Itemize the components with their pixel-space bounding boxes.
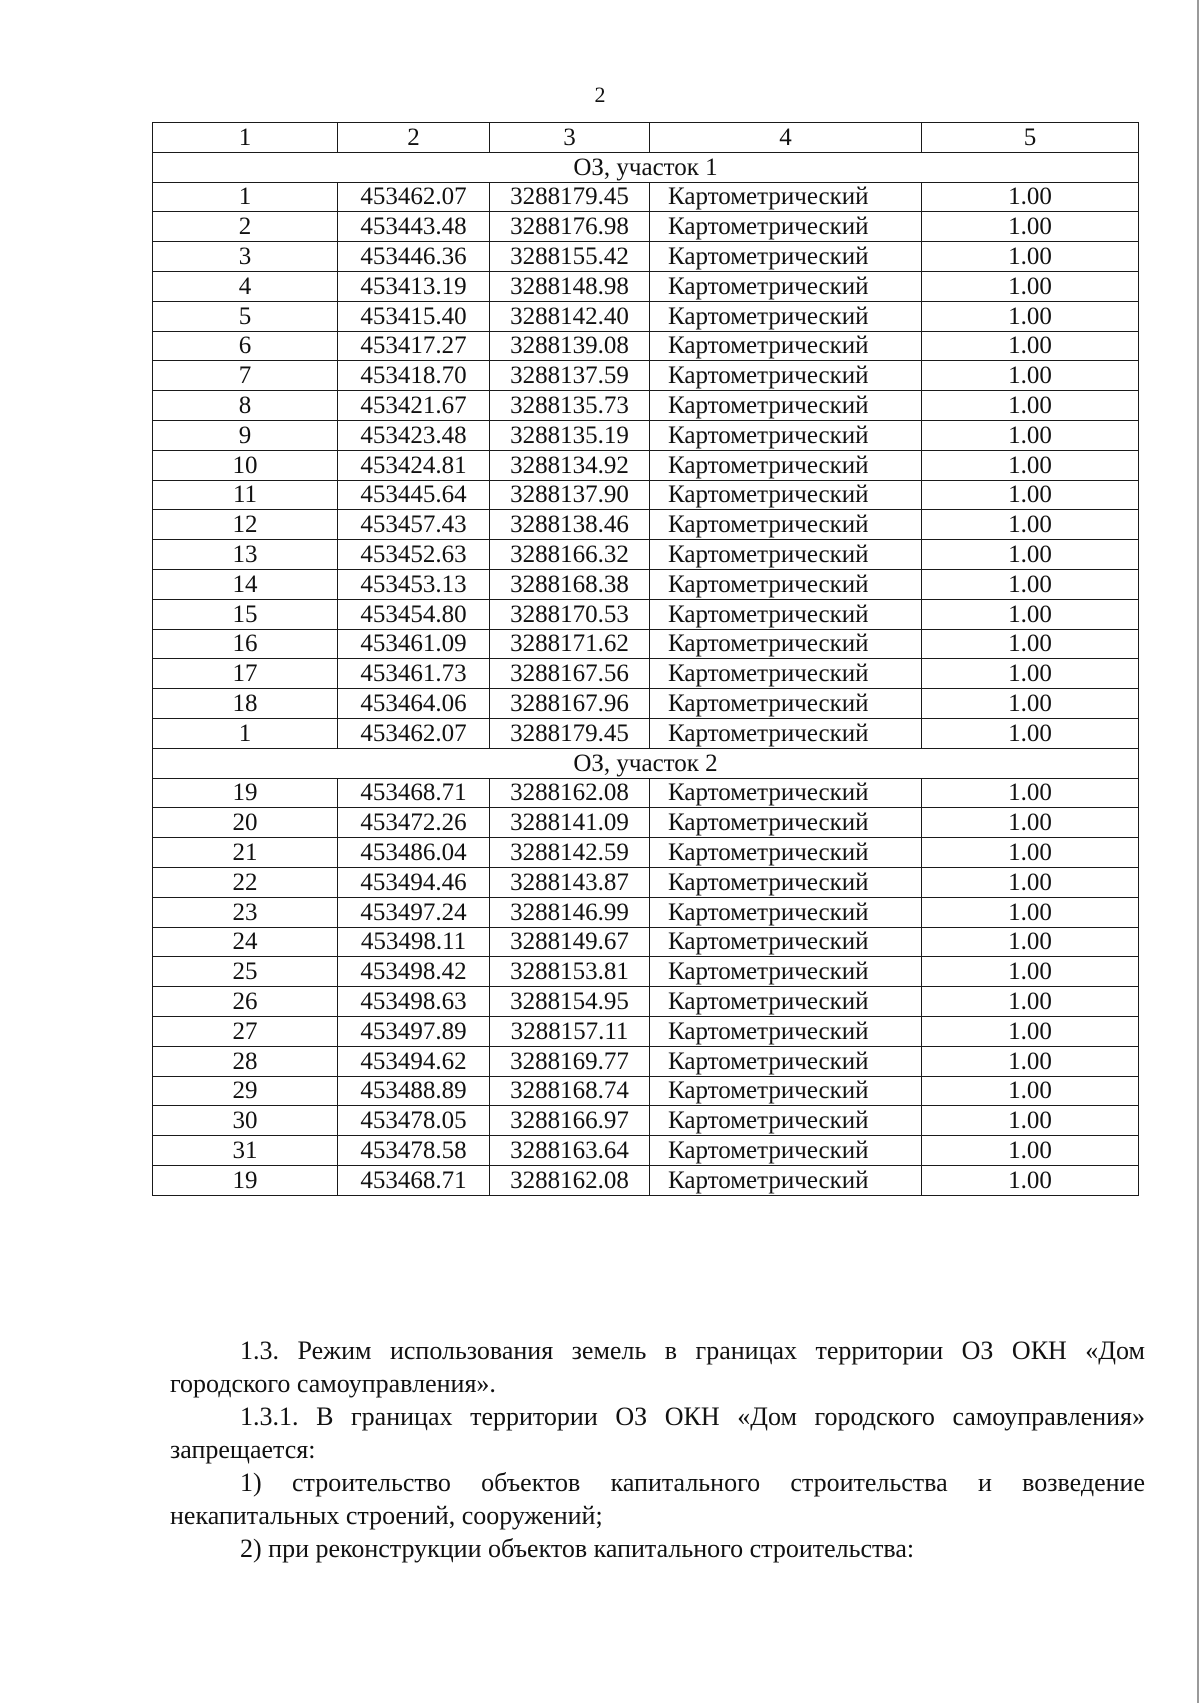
accuracy-cell: 1.00 bbox=[922, 689, 1139, 719]
y-coordinate-cell: 3288135.19 bbox=[490, 420, 650, 450]
table-row bbox=[153, 540, 1139, 570]
point-number-cell: 16 bbox=[153, 629, 338, 659]
table-row bbox=[153, 420, 1139, 450]
x-coordinate-cell: 453457.43 bbox=[338, 510, 490, 540]
y-coordinate-cell: 3288166.97 bbox=[490, 1106, 650, 1136]
y-coordinate-cell: 3288169.77 bbox=[490, 1046, 650, 1076]
point-number-cell: 28 bbox=[153, 1046, 338, 1076]
table-row bbox=[153, 659, 1139, 689]
point-number-cell: 27 bbox=[153, 1016, 338, 1046]
point-number-cell: 11 bbox=[153, 480, 338, 510]
point-number-cell: 18 bbox=[153, 689, 338, 719]
point-number-cell: 14 bbox=[153, 569, 338, 599]
method-cell: Картометрический bbox=[650, 480, 922, 510]
method-cell: Картометрический bbox=[650, 1106, 922, 1136]
y-coordinate-cell: 3288141.09 bbox=[490, 808, 650, 838]
method-cell: Картометрический bbox=[650, 1016, 922, 1046]
point-number-cell: 8 bbox=[153, 391, 338, 421]
accuracy-cell: 1.00 bbox=[922, 659, 1139, 689]
x-coordinate-cell: 453468.71 bbox=[338, 1165, 490, 1195]
accuracy-cell: 1.00 bbox=[922, 212, 1139, 242]
accuracy-cell: 1.00 bbox=[922, 1046, 1139, 1076]
x-coordinate-cell: 453413.19 bbox=[338, 271, 490, 301]
x-coordinate-cell: 453494.46 bbox=[338, 867, 490, 897]
method-cell: Картометрический bbox=[650, 1165, 922, 1195]
point-number-cell: 7 bbox=[153, 361, 338, 391]
point-number-cell: 1 bbox=[153, 182, 338, 212]
x-coordinate-cell: 453453.13 bbox=[338, 569, 490, 599]
y-coordinate-cell: 3288142.59 bbox=[490, 838, 650, 868]
x-coordinate-cell: 453443.48 bbox=[338, 212, 490, 242]
table-row bbox=[153, 957, 1139, 987]
y-coordinate-cell: 3288138.46 bbox=[490, 510, 650, 540]
point-number-cell: 24 bbox=[153, 927, 338, 957]
coordinates-table-body bbox=[153, 123, 1139, 1196]
x-coordinate-cell: 453445.64 bbox=[338, 480, 490, 510]
y-coordinate-cell: 3288143.87 bbox=[490, 867, 650, 897]
accuracy-cell: 1.00 bbox=[922, 301, 1139, 331]
x-coordinate-cell: 453424.81 bbox=[338, 450, 490, 480]
point-number-cell: 10 bbox=[153, 450, 338, 480]
point-number-cell: 12 bbox=[153, 510, 338, 540]
page-edge bbox=[1197, 0, 1199, 1703]
y-coordinate-cell: 3288155.42 bbox=[490, 242, 650, 272]
accuracy-cell: 1.00 bbox=[922, 1165, 1139, 1195]
method-cell: Картометрический bbox=[650, 1136, 922, 1166]
method-cell: Картометрический bbox=[650, 331, 922, 361]
method-cell: Картометрический bbox=[650, 391, 922, 421]
x-coordinate-cell: 453494.62 bbox=[338, 1046, 490, 1076]
section-header-row bbox=[153, 152, 1139, 182]
y-coordinate-cell: 3288179.45 bbox=[490, 182, 650, 212]
accuracy-cell: 1.00 bbox=[922, 391, 1139, 421]
table-row bbox=[153, 182, 1139, 212]
table-row bbox=[153, 987, 1139, 1017]
paragraph-1-3-1: 1.3.1. В границах территории ОЗ ОКН «Дом городского самоуправления» запрещается: bbox=[170, 1402, 1145, 1464]
x-coordinate-cell: 453488.89 bbox=[338, 1076, 490, 1106]
table-row bbox=[153, 897, 1139, 927]
point-number-cell: 9 bbox=[153, 420, 338, 450]
method-cell: Картометрический bbox=[650, 420, 922, 450]
section-title: ОЗ, участок 1 bbox=[153, 152, 1139, 182]
table-row bbox=[153, 629, 1139, 659]
y-coordinate-cell: 3288139.08 bbox=[490, 331, 650, 361]
point-number-cell: 3 bbox=[153, 242, 338, 272]
x-coordinate-cell: 453486.04 bbox=[338, 838, 490, 868]
y-coordinate-cell: 3288148.98 bbox=[490, 271, 650, 301]
x-coordinate-cell: 453498.11 bbox=[338, 927, 490, 957]
table-row bbox=[153, 301, 1139, 331]
table-row bbox=[153, 689, 1139, 719]
method-cell: Картометрический bbox=[650, 361, 922, 391]
accuracy-cell: 1.00 bbox=[922, 927, 1139, 957]
y-coordinate-cell: 3288171.62 bbox=[490, 629, 650, 659]
table-row bbox=[153, 510, 1139, 540]
point-number-cell: 13 bbox=[153, 540, 338, 570]
accuracy-cell: 1.00 bbox=[922, 778, 1139, 808]
point-number-cell: 22 bbox=[153, 867, 338, 897]
method-cell: Картометрический bbox=[650, 957, 922, 987]
accuracy-cell: 1.00 bbox=[922, 510, 1139, 540]
x-coordinate-cell: 453446.36 bbox=[338, 242, 490, 272]
header-cell: 2 bbox=[338, 123, 490, 153]
x-coordinate-cell: 453464.06 bbox=[338, 689, 490, 719]
x-coordinate-cell: 453415.40 bbox=[338, 301, 490, 331]
accuracy-cell: 1.00 bbox=[922, 420, 1139, 450]
y-coordinate-cell: 3288176.98 bbox=[490, 212, 650, 242]
page-number: 2 bbox=[594, 82, 606, 107]
table-row bbox=[153, 1136, 1139, 1166]
point-number-cell: 5 bbox=[153, 301, 338, 331]
table-row bbox=[153, 331, 1139, 361]
accuracy-cell: 1.00 bbox=[922, 629, 1139, 659]
y-coordinate-cell: 3288137.90 bbox=[490, 480, 650, 510]
y-coordinate-cell: 3288157.11 bbox=[490, 1016, 650, 1046]
table-row bbox=[153, 450, 1139, 480]
point-number-cell: 29 bbox=[153, 1076, 338, 1106]
y-coordinate-cell: 3288166.32 bbox=[490, 540, 650, 570]
method-cell: Картометрический bbox=[650, 659, 922, 689]
point-number-cell: 23 bbox=[153, 897, 338, 927]
accuracy-cell: 1.00 bbox=[922, 599, 1139, 629]
y-coordinate-cell: 3288170.53 bbox=[490, 599, 650, 629]
y-coordinate-cell: 3288163.64 bbox=[490, 1136, 650, 1166]
method-cell: Картометрический bbox=[650, 629, 922, 659]
y-coordinate-cell: 3288142.40 bbox=[490, 301, 650, 331]
method-cell: Картометрический bbox=[650, 867, 922, 897]
x-coordinate-cell: 453497.89 bbox=[338, 1016, 490, 1046]
table-row bbox=[153, 242, 1139, 272]
y-coordinate-cell: 3288149.67 bbox=[490, 927, 650, 957]
table-row bbox=[153, 1016, 1139, 1046]
table-row bbox=[153, 1046, 1139, 1076]
accuracy-cell: 1.00 bbox=[922, 1136, 1139, 1166]
list-item-2: 2) при реконструкции объектов капитального строительства: bbox=[240, 1534, 915, 1563]
x-coordinate-cell: 453498.63 bbox=[338, 987, 490, 1017]
method-cell: Картометрический bbox=[650, 778, 922, 808]
x-coordinate-cell: 453454.80 bbox=[338, 599, 490, 629]
method-cell: Картометрический bbox=[650, 599, 922, 629]
point-number-cell: 15 bbox=[153, 599, 338, 629]
point-number-cell: 19 bbox=[153, 778, 338, 808]
method-cell: Картометрический bbox=[650, 927, 922, 957]
accuracy-cell: 1.00 bbox=[922, 957, 1139, 987]
table-row bbox=[153, 391, 1139, 421]
x-coordinate-cell: 453468.71 bbox=[338, 778, 490, 808]
table-row bbox=[153, 1106, 1139, 1136]
table-row bbox=[153, 778, 1139, 808]
method-cell: Картометрический bbox=[650, 301, 922, 331]
point-number-cell: 20 bbox=[153, 808, 338, 838]
method-cell: Картометрический bbox=[650, 897, 922, 927]
section-title: ОЗ, участок 2 bbox=[153, 748, 1139, 778]
accuracy-cell: 1.00 bbox=[922, 867, 1139, 897]
x-coordinate-cell: 453478.58 bbox=[338, 1136, 490, 1166]
method-cell: Картометрический bbox=[650, 450, 922, 480]
method-cell: Картометрический bbox=[650, 271, 922, 301]
method-cell: Картометрический bbox=[650, 569, 922, 599]
table-row bbox=[153, 480, 1139, 510]
accuracy-cell: 1.00 bbox=[922, 569, 1139, 599]
point-number-cell: 2 bbox=[153, 212, 338, 242]
point-number-cell: 25 bbox=[153, 957, 338, 987]
table-row bbox=[153, 599, 1139, 629]
y-coordinate-cell: 3288162.08 bbox=[490, 778, 650, 808]
paragraph-1-3: 1.3. Режим использования земель в границах территории ОЗ ОКН «Дом городского самоуправления». bbox=[170, 1336, 1145, 1398]
y-coordinate-cell: 3288146.99 bbox=[490, 897, 650, 927]
table-row bbox=[153, 838, 1139, 868]
section-header-row bbox=[153, 748, 1139, 778]
y-coordinate-cell: 3288168.74 bbox=[490, 1076, 650, 1106]
accuracy-cell: 1.00 bbox=[922, 808, 1139, 838]
accuracy-cell: 1.00 bbox=[922, 480, 1139, 510]
table-row bbox=[153, 808, 1139, 838]
accuracy-cell: 1.00 bbox=[922, 1016, 1139, 1046]
y-coordinate-cell: 3288162.08 bbox=[490, 1165, 650, 1195]
x-coordinate-cell: 453461.09 bbox=[338, 629, 490, 659]
x-coordinate-cell: 453461.73 bbox=[338, 659, 490, 689]
x-coordinate-cell: 453472.26 bbox=[338, 808, 490, 838]
method-cell: Картометрический bbox=[650, 182, 922, 212]
y-coordinate-cell: 3288179.45 bbox=[490, 718, 650, 748]
method-cell: Картометрический bbox=[650, 838, 922, 868]
list-item-1: 1) строительство объектов капитального строительства и возведение некапитальных строений, сооружений; bbox=[170, 1468, 1145, 1530]
header-cell: 5 bbox=[922, 123, 1139, 153]
method-cell: Картометрический bbox=[650, 1046, 922, 1076]
accuracy-cell: 1.00 bbox=[922, 271, 1139, 301]
y-coordinate-cell: 3288134.92 bbox=[490, 450, 650, 480]
table-header-row bbox=[153, 123, 1139, 153]
point-number-cell: 6 bbox=[153, 331, 338, 361]
table-row bbox=[153, 1076, 1139, 1106]
accuracy-cell: 1.00 bbox=[922, 838, 1139, 868]
method-cell: Картометрический bbox=[650, 212, 922, 242]
method-cell: Картометрический bbox=[650, 808, 922, 838]
method-cell: Картометрический bbox=[650, 242, 922, 272]
method-cell: Картометрический bbox=[650, 510, 922, 540]
x-coordinate-cell: 453421.67 bbox=[338, 391, 490, 421]
accuracy-cell: 1.00 bbox=[922, 987, 1139, 1017]
x-coordinate-cell: 453478.05 bbox=[338, 1106, 490, 1136]
accuracy-cell: 1.00 bbox=[922, 242, 1139, 272]
accuracy-cell: 1.00 bbox=[922, 718, 1139, 748]
accuracy-cell: 1.00 bbox=[922, 1106, 1139, 1136]
point-number-cell: 26 bbox=[153, 987, 338, 1017]
header-cell: 3 bbox=[490, 123, 650, 153]
method-cell: Картометрический bbox=[650, 540, 922, 570]
accuracy-cell: 1.00 bbox=[922, 540, 1139, 570]
point-number-cell: 4 bbox=[153, 271, 338, 301]
coordinates-table bbox=[152, 122, 1139, 1196]
table-row bbox=[153, 569, 1139, 599]
table-row bbox=[153, 271, 1139, 301]
accuracy-cell: 1.00 bbox=[922, 1076, 1139, 1106]
x-coordinate-cell: 453452.63 bbox=[338, 540, 490, 570]
y-coordinate-cell: 3288154.95 bbox=[490, 987, 650, 1017]
accuracy-cell: 1.00 bbox=[922, 182, 1139, 212]
point-number-cell: 1 bbox=[153, 718, 338, 748]
method-cell: Картометрический bbox=[650, 987, 922, 1017]
method-cell: Картометрический bbox=[650, 718, 922, 748]
table-row bbox=[153, 212, 1139, 242]
x-coordinate-cell: 453417.27 bbox=[338, 331, 490, 361]
accuracy-cell: 1.00 bbox=[922, 450, 1139, 480]
y-coordinate-cell: 3288153.81 bbox=[490, 957, 650, 987]
table-row bbox=[153, 867, 1139, 897]
accuracy-cell: 1.00 bbox=[922, 897, 1139, 927]
y-coordinate-cell: 3288167.56 bbox=[490, 659, 650, 689]
y-coordinate-cell: 3288135.73 bbox=[490, 391, 650, 421]
table-row bbox=[153, 718, 1139, 748]
x-coordinate-cell: 453498.42 bbox=[338, 957, 490, 987]
x-coordinate-cell: 453423.48 bbox=[338, 420, 490, 450]
point-number-cell: 30 bbox=[153, 1106, 338, 1136]
body-text bbox=[170, 1334, 1145, 1565]
accuracy-cell: 1.00 bbox=[922, 361, 1139, 391]
point-number-cell: 17 bbox=[153, 659, 338, 689]
x-coordinate-cell: 453418.70 bbox=[338, 361, 490, 391]
method-cell: Картометрический bbox=[650, 689, 922, 719]
point-number-cell: 19 bbox=[153, 1165, 338, 1195]
x-coordinate-cell: 453462.07 bbox=[338, 182, 490, 212]
table-row bbox=[153, 1165, 1139, 1195]
point-number-cell: 21 bbox=[153, 838, 338, 868]
method-cell: Картометрический bbox=[650, 1076, 922, 1106]
y-coordinate-cell: 3288168.38 bbox=[490, 569, 650, 599]
y-coordinate-cell: 3288137.59 bbox=[490, 361, 650, 391]
header-cell: 4 bbox=[650, 123, 922, 153]
y-coordinate-cell: 3288167.96 bbox=[490, 689, 650, 719]
x-coordinate-cell: 453497.24 bbox=[338, 897, 490, 927]
point-number-cell: 31 bbox=[153, 1136, 338, 1166]
accuracy-cell: 1.00 bbox=[922, 331, 1139, 361]
table-row bbox=[153, 927, 1139, 957]
table-row bbox=[153, 361, 1139, 391]
x-coordinate-cell: 453462.07 bbox=[338, 718, 490, 748]
header-cell: 1 bbox=[153, 123, 338, 153]
